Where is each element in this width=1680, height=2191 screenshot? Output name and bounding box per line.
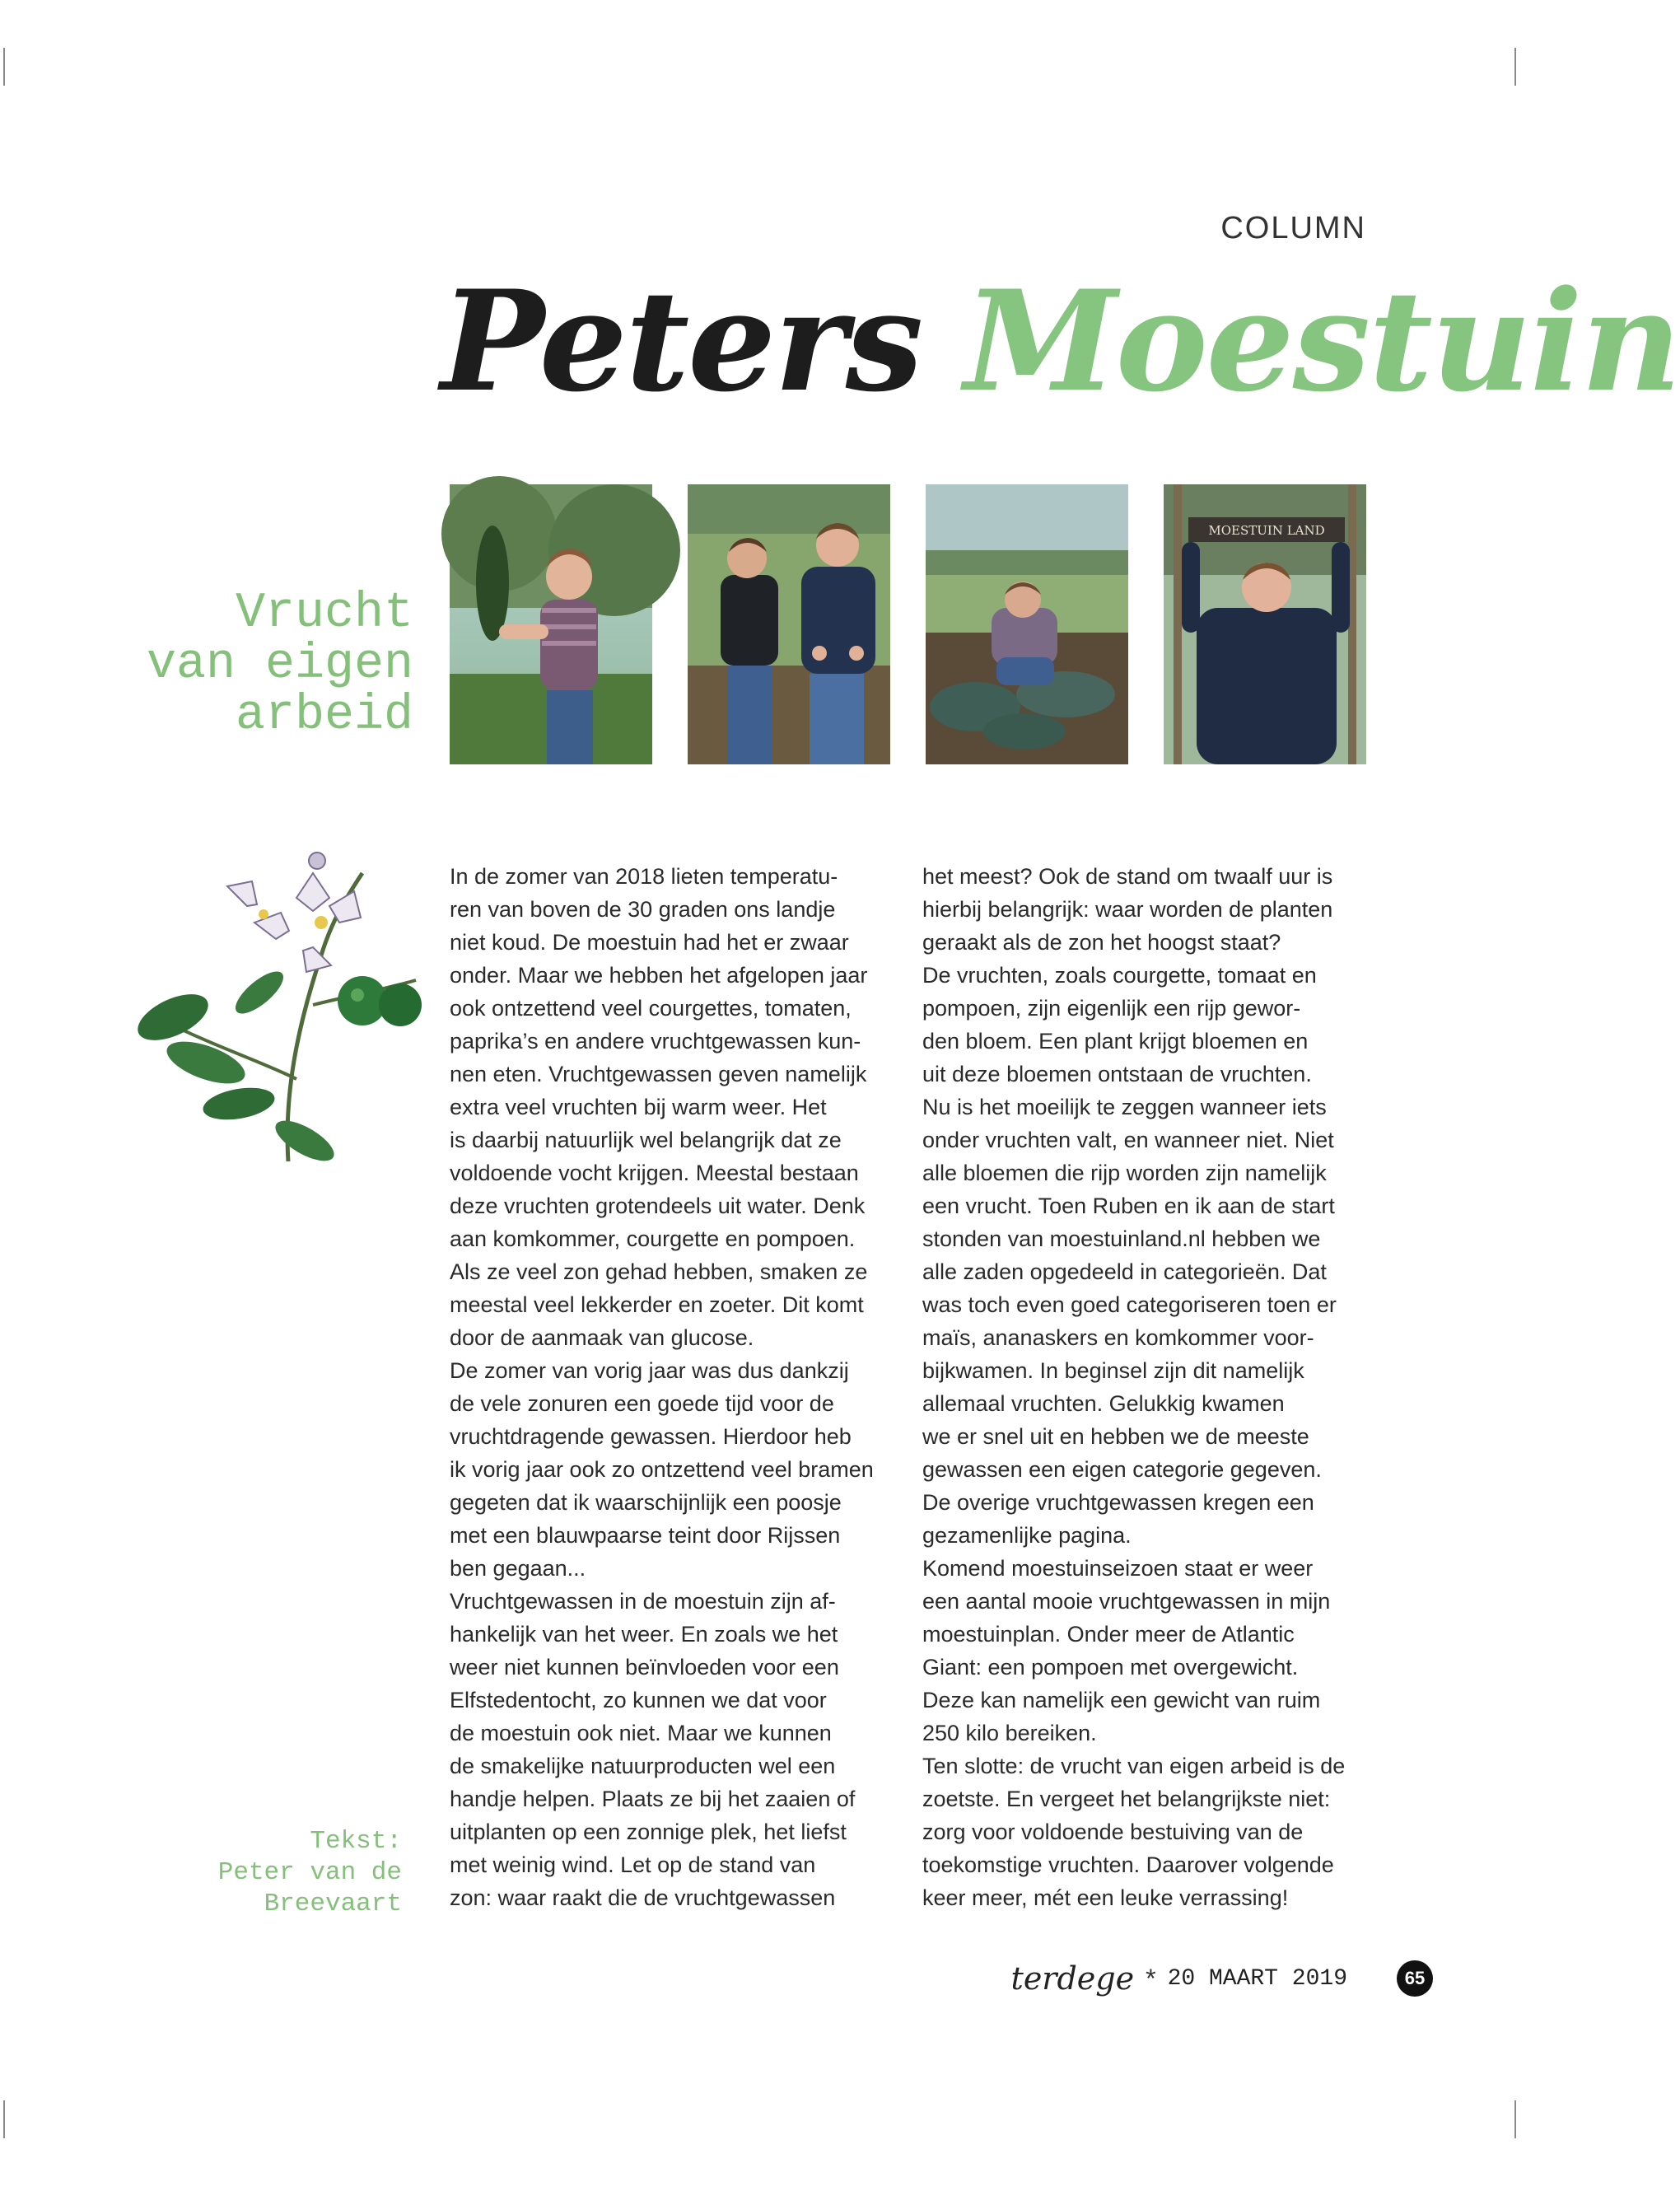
byline-author-line: Peter van de bbox=[217, 1858, 402, 1887]
subheading-line: Vrucht bbox=[235, 586, 413, 642]
article-line: het meest? Ook de stand om twaalf uur is bbox=[922, 864, 1333, 889]
article-line: is daarbij natuurlijk wel belangrijk dat ze bbox=[450, 1128, 842, 1152]
subheading-line: van eigen bbox=[146, 637, 413, 693]
article-line: maïs, ananaskers en komkommer voor- bbox=[922, 1325, 1314, 1350]
page-footer bbox=[1011, 1955, 1433, 2002]
article-line: zoetste. En vergeet het belangrijkste niet: bbox=[922, 1787, 1331, 1811]
photo-man-crouching-among-plants-image bbox=[926, 484, 1128, 764]
page-title bbox=[441, 259, 1680, 423]
article-line: handje helpen. Plaats ze bij het zaaien of bbox=[450, 1787, 856, 1811]
article-line: Komend moestuinseizoen staat er weer bbox=[922, 1556, 1314, 1581]
article-line: gegeten dat ik waarschijnlijk een poosje bbox=[450, 1490, 842, 1515]
article-line: een aantal mooie vruchtgewassen in mijn bbox=[922, 1589, 1331, 1614]
byline bbox=[189, 1826, 402, 1920]
article-line: alle bloemen die rijp worden zijn namelijk bbox=[922, 1161, 1327, 1185]
photo-two-men-in-garden bbox=[688, 484, 890, 764]
article-line: deze vruchten grotendeels uit water. Denk bbox=[450, 1194, 866, 1218]
article-line: de vele zonuren een goede tijd voor de bbox=[450, 1391, 834, 1416]
photo-man-holding-courgette-image bbox=[450, 484, 652, 764]
title-word-peters: Peters bbox=[441, 259, 922, 423]
crop-mark-top-right bbox=[1514, 48, 1516, 86]
page-number: 65 bbox=[1397, 1960, 1433, 1997]
article-column-2 bbox=[922, 860, 1384, 1914]
article-line: meestal veel lekkerder en zoeter. Dit komt bbox=[450, 1292, 864, 1317]
article-line: Vruchtgewassen in de moestuin zijn af- bbox=[450, 1589, 836, 1614]
article-line: Elfstedentocht, zo kunnen we dat voor bbox=[450, 1688, 827, 1712]
asterisk-separator-icon: * bbox=[1146, 1963, 1156, 1993]
article-line: hankelijk van het weer. En zoals we het bbox=[450, 1622, 838, 1647]
photo-man-crouching-among-plants bbox=[926, 484, 1128, 764]
article-line: pompoen, zijn eigenlijk een rijp gewor- bbox=[922, 996, 1301, 1021]
article-line: uitplanten op een zonnige plek, het liefst bbox=[450, 1820, 847, 1844]
photo-man-under-garden-sign bbox=[1164, 484, 1366, 764]
article-line: allemaal vruchten. Gelukkig kwamen bbox=[922, 1391, 1285, 1416]
article-line: zon: waar raakt die de vruchtgewassen bbox=[450, 1885, 836, 1910]
crop-mark-bottom-right bbox=[1514, 2100, 1516, 2138]
photo-strip bbox=[450, 484, 1367, 764]
tomato-plant-illustration-icon bbox=[115, 815, 428, 1178]
article-line: den bloem. Een plant krijgt bloemen en bbox=[922, 1029, 1309, 1053]
subheading-line: arbeid bbox=[235, 688, 413, 744]
article-line: met weinig wind. Let op de stand van bbox=[450, 1852, 816, 1877]
article-line: extra veel vruchten bij warm weer. Het bbox=[450, 1095, 827, 1119]
article-line: een vrucht. Toen Ruben en ik aan de start bbox=[922, 1194, 1335, 1218]
article-line: toekomstige vruchten. Daarover volgende bbox=[922, 1852, 1334, 1877]
section-label: COLUMN bbox=[1220, 211, 1366, 245]
article-line: alle zaden opgedeeld in categorieën. Dat bbox=[922, 1259, 1327, 1284]
article-line: weer niet kunnen beïnvloeden voor een bbox=[450, 1655, 839, 1679]
article-line: Giant: een pompoen met overgewicht. bbox=[922, 1655, 1299, 1679]
article-line: zorg voor voldoende bestuiving van de bbox=[922, 1820, 1304, 1844]
article-line: ren van boven de 30 graden ons landje bbox=[450, 897, 836, 922]
article-line: Als ze veel zon gehad hebben, smaken ze bbox=[450, 1259, 868, 1284]
article-line: ben gegaan... bbox=[450, 1556, 586, 1581]
subheading bbox=[107, 586, 413, 744]
article-line: de moestuin ook niet. Maar we kunnen bbox=[450, 1721, 832, 1745]
article-line: De zomer van vorig jaar was dus dankzij bbox=[450, 1358, 849, 1383]
article-line: was toch even goed categoriseren toen er bbox=[922, 1292, 1337, 1317]
article-line: De vruchten, zoals courgette, tomaat en bbox=[922, 963, 1317, 988]
byline-author-line: Breevaart bbox=[264, 1890, 402, 1918]
article-line: hierbij belangrijk: waar worden de planten bbox=[922, 897, 1333, 922]
article-line: met een blauwpaarse teint door Rijssen bbox=[450, 1523, 841, 1548]
article-line: uit deze bloemen ontstaan de vruchten. bbox=[922, 1062, 1312, 1086]
crop-mark-top-left bbox=[3, 48, 5, 86]
article-line: paprika’s en andere vruchtgewassen kun- bbox=[450, 1029, 861, 1053]
article-line: Deze kan namelijk een gewicht van ruim bbox=[922, 1688, 1321, 1712]
article-line: stonden van moestuinland.nl hebben we bbox=[922, 1226, 1321, 1251]
article-line: aan komkommer, courgette en pompoen. bbox=[450, 1226, 856, 1251]
article-line: ik vorig jaar ook zo ontzettend veel bramen bbox=[450, 1457, 874, 1482]
article-line: gezamenlijke pagina. bbox=[922, 1523, 1132, 1548]
article-line: onder. Maar we hebben het afgelopen jaar bbox=[450, 963, 868, 988]
magazine-brand: terdege bbox=[1010, 1960, 1135, 1997]
article-line: door de aanmaak van glucose. bbox=[450, 1325, 754, 1350]
article-line: keer meer, mét een leuke verrassing! bbox=[922, 1885, 1289, 1910]
article-line: vruchtdragende gewassen. Hierdoor heb bbox=[450, 1424, 852, 1449]
article-line: voldoende vocht krijgen. Meestal bestaan bbox=[450, 1161, 859, 1185]
tomato-plant-illustration-graphic bbox=[115, 815, 428, 1178]
article-line: ook ontzettend veel courgettes, tomaten, bbox=[450, 996, 852, 1021]
article-line: moestuinplan. Onder meer de Atlantic bbox=[922, 1622, 1295, 1647]
byline-label: Tekst: bbox=[310, 1827, 402, 1856]
article-line: gewassen een eigen categorie gegeven. bbox=[922, 1457, 1322, 1482]
article-line: De overige vruchtgewassen kregen een bbox=[922, 1490, 1314, 1515]
article-line: Ten slotte: de vrucht van eigen arbeid is de bbox=[922, 1754, 1346, 1778]
photo-man-under-garden-sign-image bbox=[1164, 484, 1366, 764]
article-column-1 bbox=[450, 860, 911, 1914]
article-line: In de zomer van 2018 lieten temperatu- bbox=[450, 864, 838, 889]
article-line: niet koud. De moestuin had het er zwaar bbox=[450, 930, 849, 955]
article-line: geraakt als de zon het hoogst staat? bbox=[922, 930, 1281, 955]
issue-date: 20 MAART 2019 bbox=[1167, 1965, 1347, 1992]
article-line: 250 kilo bereiken. bbox=[922, 1721, 1097, 1745]
article-line: bijkwamen. In beginsel zijn dit namelijk bbox=[922, 1358, 1304, 1383]
photo-man-holding-courgette bbox=[450, 484, 652, 764]
garden-sign-text: MOESTUIN LAND bbox=[1208, 523, 1325, 538]
article-line: nen eten. Vruchtgewassen geven namelijk bbox=[450, 1062, 867, 1086]
title-word-moestuin: Moestuin bbox=[964, 259, 1680, 423]
article-line: onder vruchten valt, en wanneer niet. Niet bbox=[922, 1128, 1334, 1152]
photo-two-men-in-garden-image bbox=[688, 484, 890, 764]
article-line: de smakelijke natuurproducten wel een bbox=[450, 1754, 836, 1778]
article-line: Nu is het moeilijk te zeggen wanneer iets bbox=[922, 1095, 1327, 1119]
article-line: we er snel uit en hebben we de meeste bbox=[922, 1424, 1309, 1449]
crop-mark-bottom-left bbox=[3, 2100, 5, 2138]
